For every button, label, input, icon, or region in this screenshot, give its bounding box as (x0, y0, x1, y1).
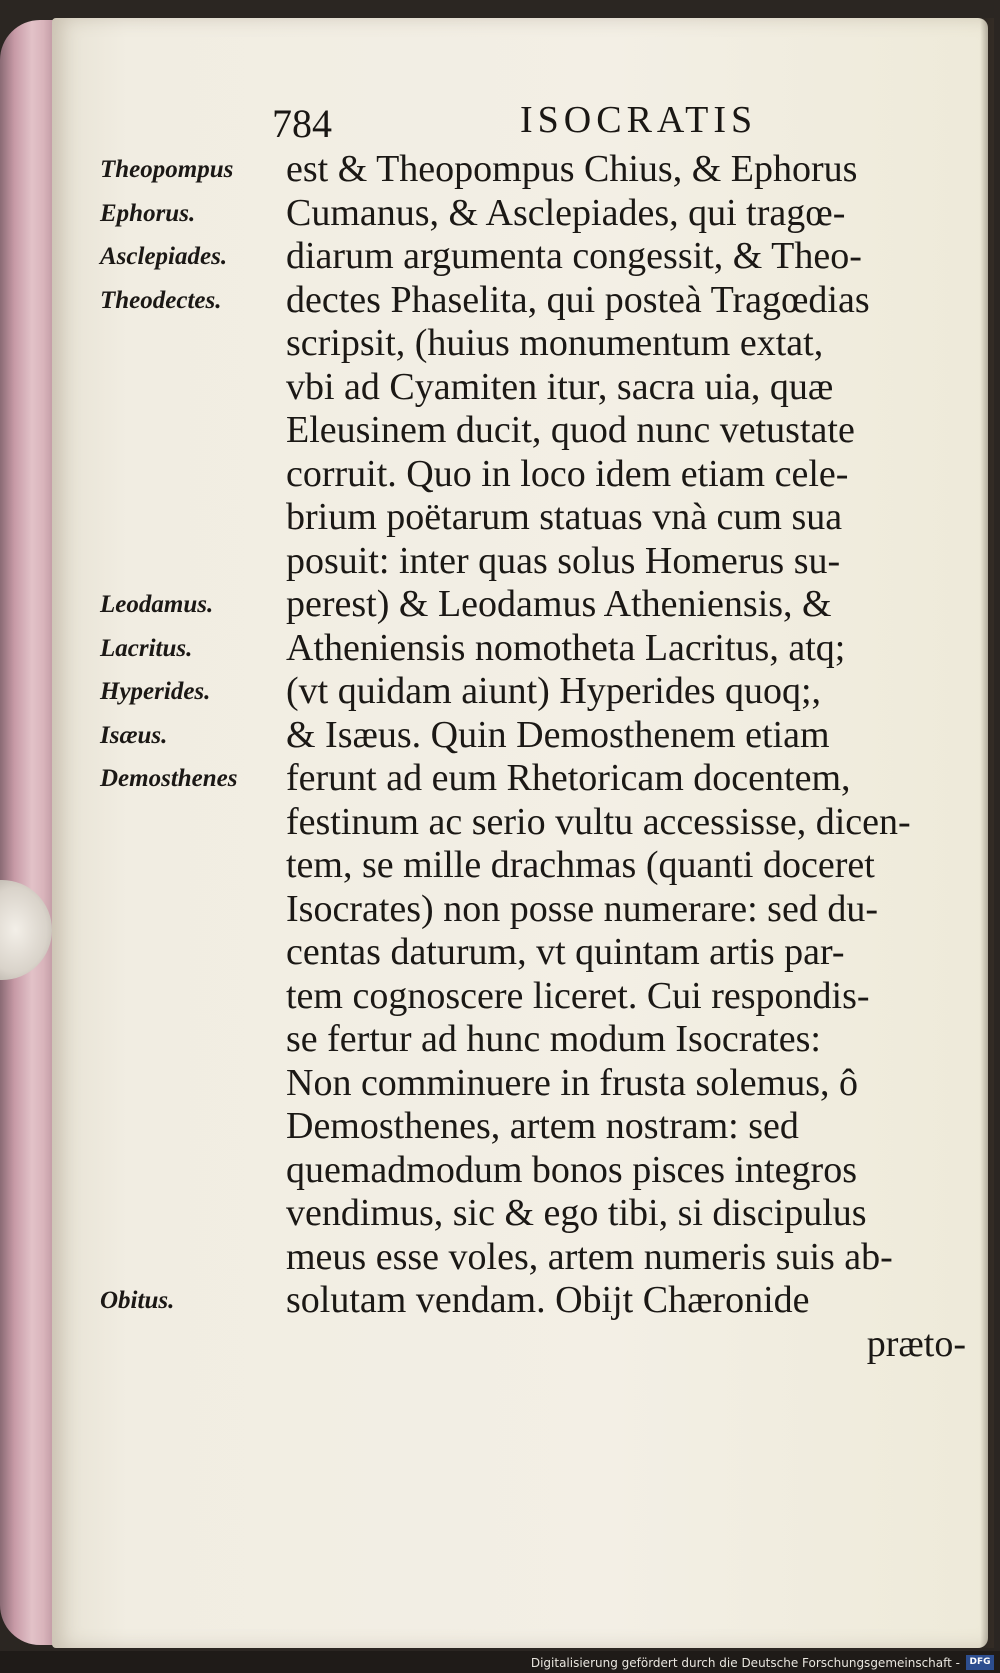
digitization-credit: Digitalisierung gefördert durch die Deutsche Forschungsgemeinschaft - (530, 1656, 960, 1670)
text-line: se fertur ad hunc modum Isocrates: (286, 1018, 821, 1060)
text-line: Non comminuere in frusta solemus, ô (286, 1061, 859, 1104)
text-line: corruit. Quo in loco idem etiam cele- (286, 452, 849, 495)
margin-note: Demosthenes (100, 765, 238, 792)
book-page (52, 18, 988, 1648)
margin-note: Theodectes. (100, 286, 222, 314)
footer-strip (0, 1651, 1000, 1673)
text-line: Isocrates) non posse numerare: sed du- (286, 887, 878, 930)
text-line: (vt quidam aiunt) Hyperides quoq;, (286, 670, 822, 712)
margin-note: Hyperides. (100, 678, 211, 705)
dfg-logo: DFG (966, 1655, 994, 1670)
text-line: perest) & Leodamus Atheniensis, & (286, 583, 832, 625)
text-line: tem cognoscere liceret. Cui respondis- (286, 974, 870, 1017)
book-fore-edge (0, 20, 58, 1645)
text-line: posuit: inter quas solus Homerus su- (286, 539, 841, 582)
text-line: vendimus, sic & ego tibi, si discipulus (286, 1192, 867, 1234)
text-line: Atheniensis nomotheta Lacritus, atq; (286, 626, 846, 669)
text-line: est & Theopompus Chius, & Ephorus (286, 148, 858, 190)
text-line: solutam vendam. Obijt Chæronide (286, 1279, 810, 1321)
text-line: scripsit, (huius monumentum extat, (286, 322, 824, 364)
text-line: vbi ad Cyamiten itur, sacra uia, quæ (286, 365, 834, 408)
text-line: tem, se mille drachmas (quanti doceret (286, 844, 875, 886)
margin-note: Isæus. (100, 721, 168, 749)
margin-note: Ephorus. (100, 199, 196, 227)
text-line: brium poëtarum statuas vnà cum sua (286, 496, 843, 538)
margin-note: Theopompus (100, 156, 234, 183)
text-line: & Isæus. Quin Demosthenem etiam (286, 713, 830, 756)
text-line: diarum argumenta congessit, & Theo- (286, 235, 862, 277)
page-header (52, 78, 988, 146)
margin-note: Obitus. (100, 1287, 175, 1314)
text-line: festinum ac serio vultu accessisse, dicen- (286, 800, 911, 843)
text-line: Eleusinem ducit, quod nunc vetustate (286, 409, 855, 451)
text-line: centas daturum, vt quintam artis par- (286, 931, 845, 973)
text-line: dectes Phaselita, qui posteà Tragœdias (286, 278, 870, 321)
margin-note: Lacritus. (100, 634, 193, 662)
text-line: præto- (866, 1322, 966, 1365)
margin-note: Leodamus. (100, 591, 214, 618)
gutter-shadow (980, 18, 994, 1648)
running-head: ISOCRATIS (520, 99, 758, 141)
text-line: meus esse voles, artem numeris suis ab- (286, 1235, 893, 1278)
text-line: ferunt ad eum Rhetoricam docentem, (286, 757, 851, 799)
page-number: 784 (272, 101, 332, 146)
text-line: Cumanus, & Asclepiades, qui tragœ- (286, 191, 846, 234)
margin-note: Asclepiades. (100, 243, 228, 270)
text-line: Demosthenes, artem nostram: sed (286, 1105, 799, 1147)
text-line: quemadmodum bonos pisces integros (286, 1148, 857, 1191)
